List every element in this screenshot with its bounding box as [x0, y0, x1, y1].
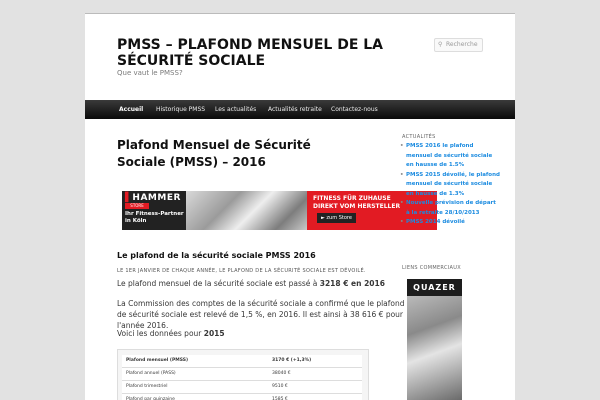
- p2-line-2: de sécurité sociale est relevé de 1,5 %, en 2016. Il est ainsi à 38 616 € pour: [117, 310, 404, 319]
- sidebar-news-link[interactable]: PMSS 2016 le plafond mensuel de sécurité sociale en hausse de 1.5%: [406, 143, 493, 168]
- banner-tagline: [125, 211, 184, 225]
- banner-slogan-1: FITNESS FÜR ZUHAUSE: [313, 195, 391, 202]
- table-cell-value: 1585 €: [272, 397, 288, 400]
- banner-left-panel: [122, 191, 186, 230]
- post-paragraph-1: [117, 278, 385, 289]
- brand-mark-icon: ▌: [125, 193, 133, 203]
- search-input[interactable]: [434, 38, 483, 52]
- sidebar-news-list: [400, 142, 500, 228]
- post-paragraph-2: [117, 298, 405, 331]
- p1-bold: 3218 € en 2016: [319, 279, 385, 288]
- banner-store-button[interactable]: ► zum Store: [317, 213, 356, 223]
- table-row: [122, 381, 362, 394]
- nav-item-contact[interactable]: Contactez-nous: [331, 106, 378, 113]
- post-subheading: Le plafond de la sécurité sociale PMSS 2016: [117, 251, 316, 260]
- sidebar-news-link[interactable]: PMSS 2014 dévoilé: [406, 219, 465, 225]
- table-cell-label: Plafond par quinzaine: [126, 397, 175, 400]
- bullet-icon: •: [400, 171, 404, 178]
- sidebar-news-item[interactable]: [400, 199, 500, 218]
- nav-item-historique[interactable]: Historique PMSS: [156, 106, 206, 113]
- sidebar-news-link[interactable]: PMSS 2015 dévoilé, le plafond mensuel de sécurité sociale en hausse de 1.3%: [406, 171, 500, 197]
- top-rule: [85, 13, 515, 14]
- table-cell-label: Plafond trimestriel: [126, 384, 168, 389]
- ad-brand: QUAZER: [407, 279, 462, 296]
- sidebar-heading-actualites: ACTUALITÉS: [402, 134, 436, 140]
- sidebar-news-link[interactable]: Nouvelle prévision de départ à la retraite 28/10/2013: [406, 200, 496, 216]
- table-row: [122, 355, 362, 368]
- nav-item-accueil[interactable]: Accueil: [119, 106, 144, 113]
- banner-tagline-2: in Köln: [125, 218, 147, 224]
- table-cell-label: Plafond annuel (PASS): [126, 371, 176, 376]
- p2-line-3: l'année 2016.: [117, 321, 169, 330]
- p1-text: Le plafond mensuel de la sécurité sociale est passé à: [117, 279, 320, 288]
- sidebar-ad[interactable]: [407, 279, 462, 400]
- main-navigation: [85, 100, 515, 119]
- bullet-icon: •: [400, 219, 404, 225]
- p2-line-1: La Commission des comptes de la sécurité sociale a confirmé que le plafond: [117, 299, 405, 308]
- banner-slogan: [313, 195, 400, 211]
- data-table: [117, 349, 369, 400]
- search-placeholder: Recherche: [446, 41, 478, 48]
- sidebar-news-item[interactable]: [400, 218, 500, 228]
- site-title[interactable]: PMSS – PLAFOND MENSUEL DE LA SÉCURITÉ SOCIALE: [117, 37, 384, 69]
- post-paragraph-3: [117, 328, 225, 339]
- table-cell-value: 38040 €: [272, 371, 291, 376]
- site-description: Que vaut le PMSS?: [117, 69, 183, 77]
- banner-slogan-2: DIREKT VOM HERSTELLER: [313, 203, 401, 210]
- banner-photo: [186, 191, 307, 230]
- table-row: [122, 394, 362, 400]
- post-title[interactable]: Plafond Mensuel de Sécurité Sociale (PMSS) – 2016: [117, 138, 311, 169]
- nav-item-actualites[interactable]: Les actualités: [215, 106, 257, 113]
- nav-item-retraite[interactable]: Actualités retraite: [268, 106, 322, 113]
- banner-tagline-1: Ihr Fitness-Partner: [125, 211, 184, 217]
- search-icon: ⚲: [438, 41, 443, 48]
- post-intro-caps: LE 1ER JANVIER DE CHAQUE ANNÉE, LE PLAFOND DE LA SÉCURITÉ SOCIALE EST DÉVOILÉ.: [117, 268, 366, 274]
- bullet-icon: •: [400, 143, 404, 149]
- bullet-icon: •: [400, 200, 404, 206]
- page: [85, 13, 515, 400]
- sidebar-news-item[interactable]: [400, 142, 500, 171]
- p3-text: Voici les données pour: [117, 329, 204, 338]
- banner-brand-text: HAMMER: [132, 193, 181, 203]
- p3-bold: 2015: [203, 329, 225, 338]
- table-cell-value: 9510 €: [272, 384, 288, 389]
- sidebar-news-item[interactable]: [400, 171, 500, 200]
- ad-banner[interactable]: [122, 191, 437, 230]
- table-cell-label: Plafond mensuel (PMSS): [126, 358, 189, 363]
- banner-brand: [125, 193, 181, 203]
- banner-store: STORE: [125, 203, 149, 209]
- table-row: [122, 368, 362, 381]
- sidebar-heading-liens: LIENS COMMERCIAUX: [402, 265, 461, 271]
- table-cell-value: 3170 € (+1,3%): [272, 358, 312, 363]
